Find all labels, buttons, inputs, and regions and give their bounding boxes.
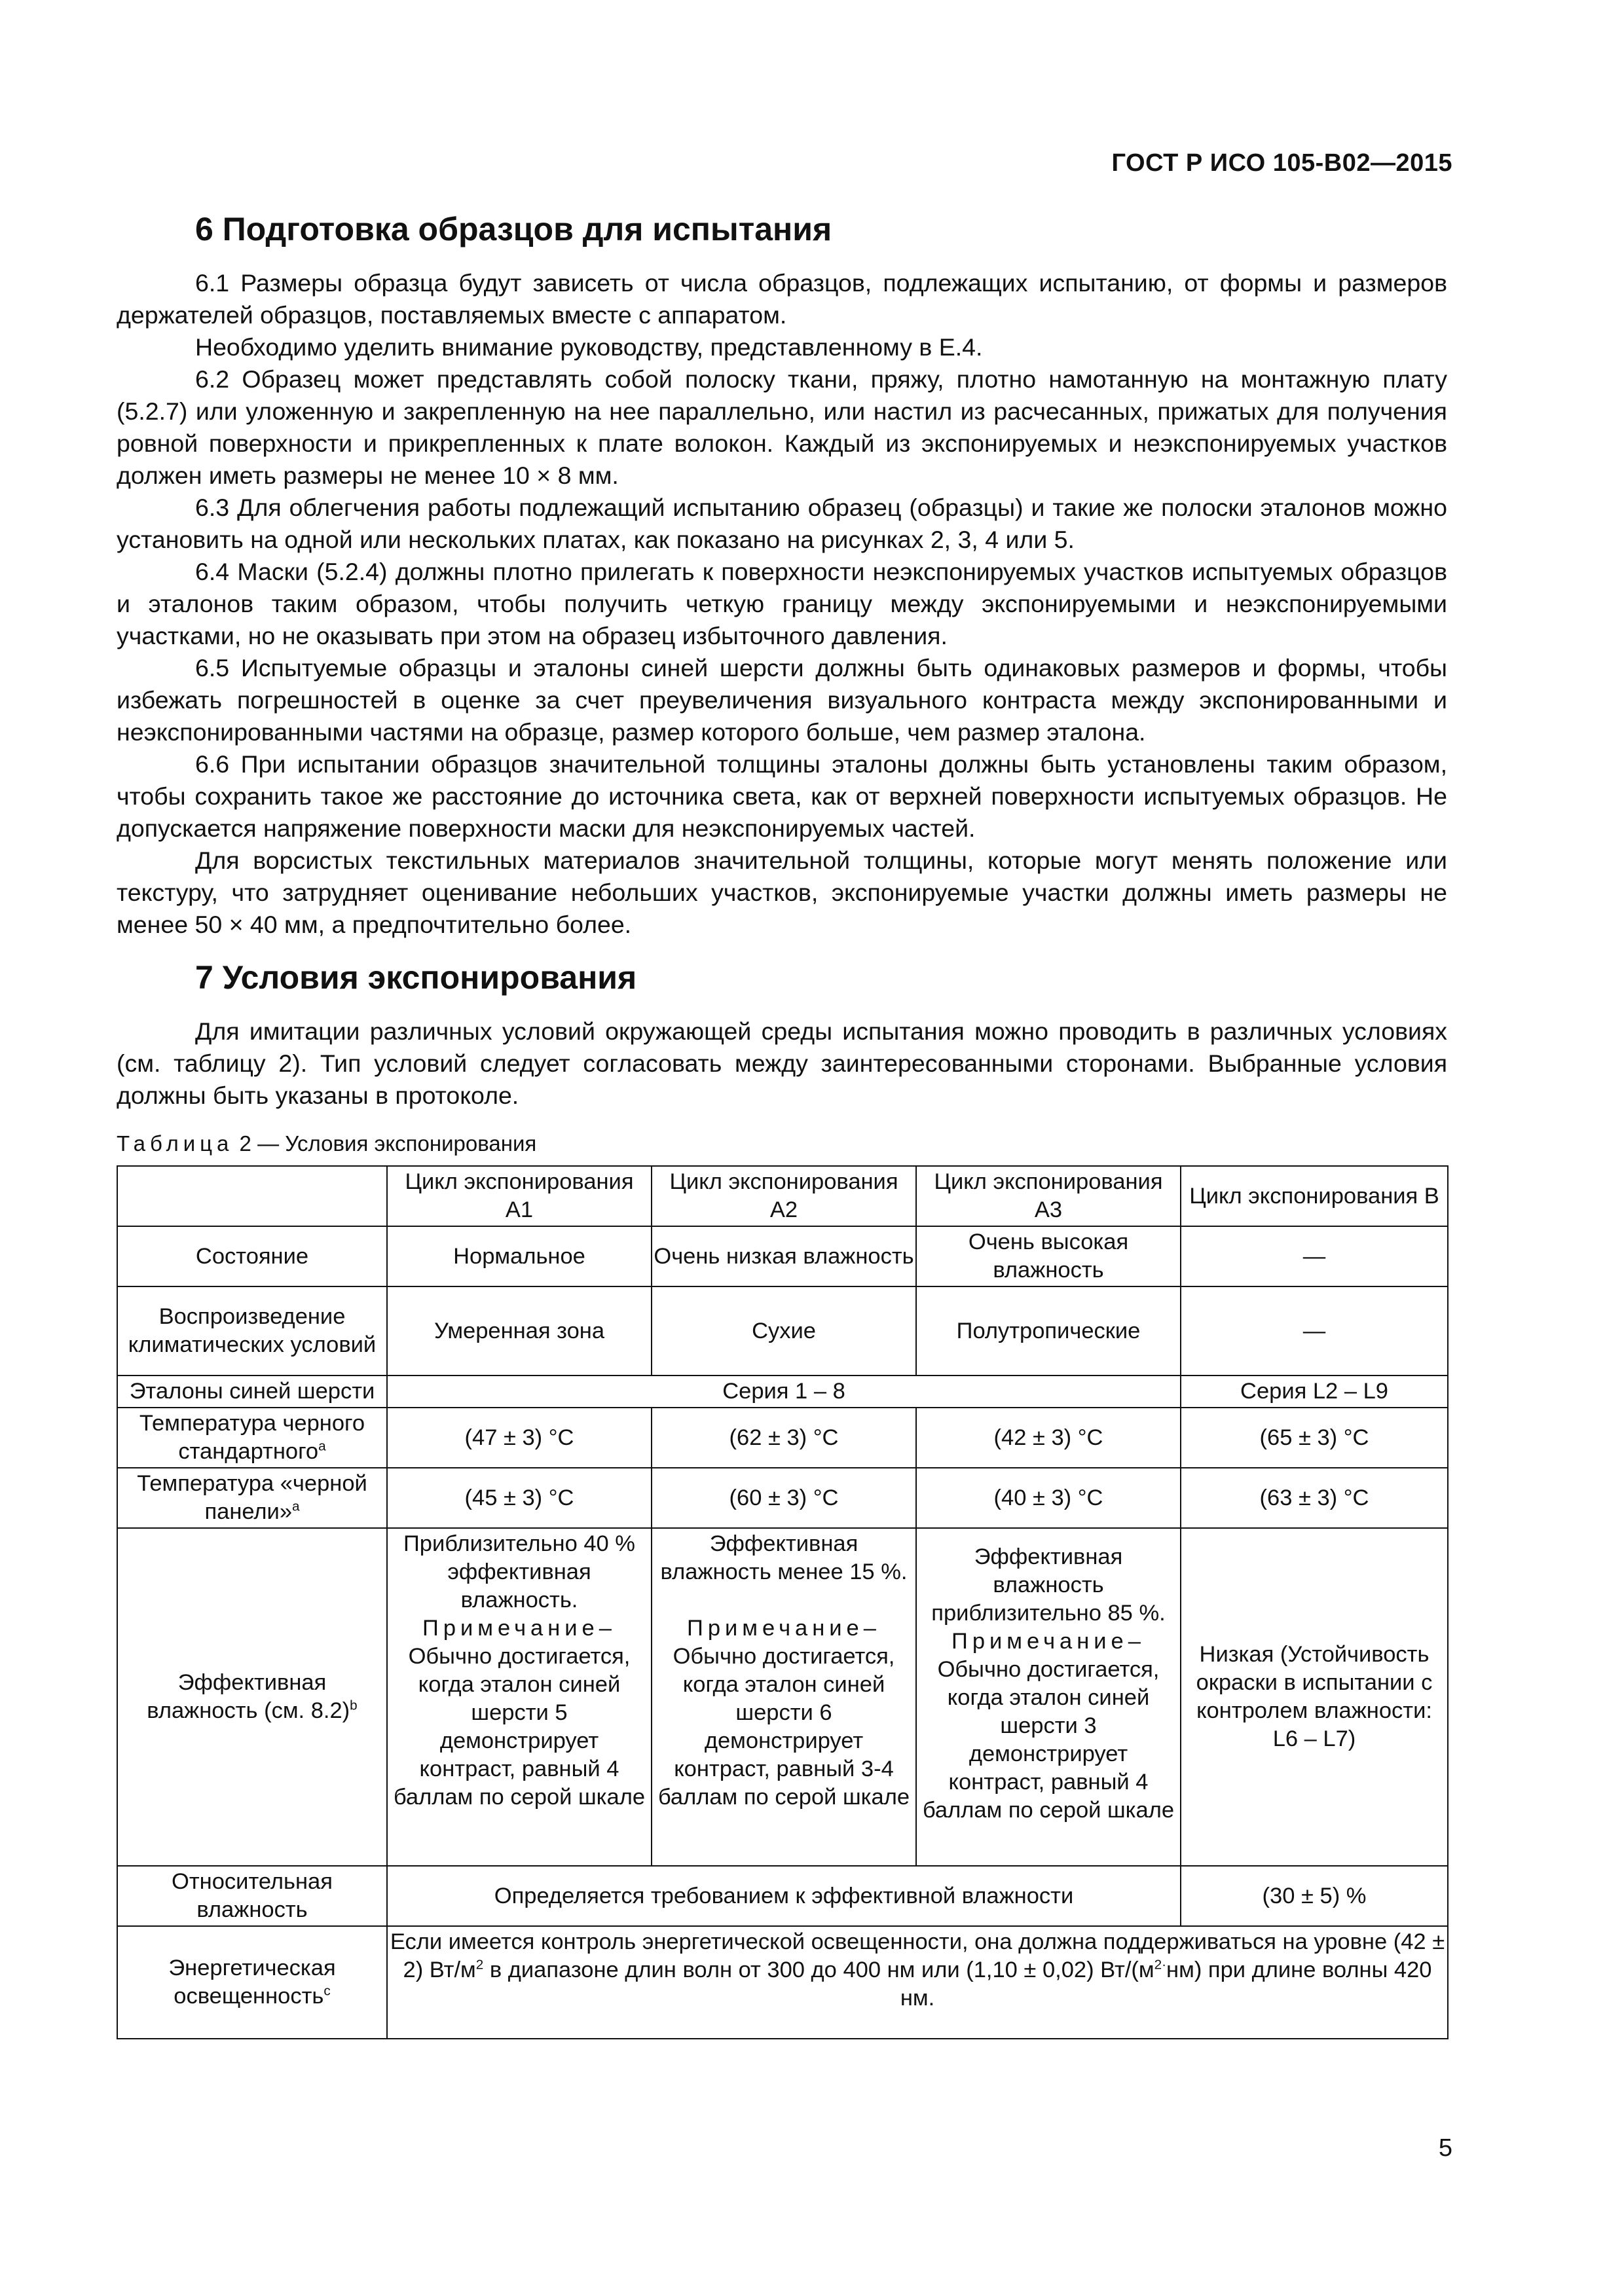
paragraph-6-4: 6.4 Маски (5.2.4) должны плотно прилегать к поверхности неэкспонируемых участков испытуемых образцов и эталонов таким образом, чтобы получить четкую границу между экспонируемыми и неэкспонируемыми участками, но не оказывать при этом на образец избыточного давления.: [117, 558, 1447, 649]
row-label-blue-wool: Эталоны синей шерсти: [117, 1376, 387, 1408]
note-text: Обычно достигается, когда эталон синей шерсти 6 демонстрирует контраст, равный 3-4 баллам по серой шкале: [657, 1644, 910, 1810]
row-label-climate: Воспроизведение климатических условий: [117, 1286, 387, 1376]
cell-main-text: Эффективная влажность приблизительно 85 %.: [931, 1544, 1166, 1626]
exposure-conditions-table: [117, 1165, 1449, 2039]
table-cell: Определяется требованием к эффективной влажности: [387, 1866, 1181, 1926]
table-cell: (40 ± 3) °С: [916, 1468, 1181, 1528]
table-header-cell: Цикл экспонирования А3: [916, 1166, 1181, 1226]
table-header-row: [117, 1166, 1448, 1226]
section-6-title: 6 Подготовка образцов для испытания: [195, 211, 832, 247]
table-row: [117, 1376, 1448, 1408]
table-cell: [916, 1528, 1181, 1866]
row-label-state: Состояние: [117, 1226, 387, 1286]
table-cell: Серия 1 – 8: [387, 1376, 1181, 1408]
page-content: [117, 210, 1447, 2039]
paragraph-6-6-pile: Для ворсистых текстильных материалов значительной толщины, которые могут менять положение или текстуру, что затрудняет оценивание небольших участков, экспонируемые участки должны иметь размеры не менее 50 × 40 мм, а предпочтительно более.: [117, 847, 1447, 938]
table-cell: (45 ± 3) °С: [387, 1468, 652, 1528]
table-cell: [387, 1528, 652, 1866]
note-label: Примечание–: [687, 1616, 881, 1641]
table-row: [117, 1226, 1448, 1286]
row-label-irradiance: Энергетическая освещенность$^c$: [117, 1926, 387, 2039]
paragraph-6-3: 6.3 Для облегчения работы подлежащий испытанию образец (образцы) и такие же полоски эталонов можно установить на одной или нескольких платах, как показано на рисунках 2, 3, 4 или 5.: [117, 494, 1447, 553]
table-cell: (30 ± 5) %: [1181, 1866, 1448, 1926]
table-cell: Умеренная зона: [387, 1286, 652, 1376]
page-number: 5: [1438, 2134, 1452, 2162]
table-cell: (62 ± 3) °С: [652, 1408, 916, 1468]
table-cell: Низкая (Устойчивость окраски в испытании с контролем влажности: L6 – L7): [1181, 1528, 1448, 1866]
paragraph-6-2: 6.2 Образец может представлять собой полоску ткани, пряжу, плотно намотанную на монтажную плату (5.2.7) или уложенную и закрепленную на нее параллельно, или настил из расчесанных, прижатых для получения ровной поверхности и прикрепленных к плате волокон. Каждый из экспонируемых и неэкспонируемых участков должен иметь размеры не менее 10 × 8 мм.: [117, 365, 1447, 489]
row-label-black-standard: Температура черного стандартного$^a$: [117, 1408, 387, 1468]
cell-main-text: Приблизительно 40 % эффективная влажность.: [403, 1531, 635, 1613]
table-cell: [652, 1528, 916, 1866]
table-cell: Сухие: [652, 1286, 916, 1376]
table-row: [117, 1926, 1448, 2039]
paragraph-6-1-note: Необходимо уделить внимание руководству, представленному в Е.4.: [195, 333, 983, 361]
note-label: Примечание–: [422, 1616, 616, 1641]
cell-main-text: Эффективная влажность менее 15 %.: [660, 1531, 908, 1584]
table-cell: Серия L2 – L9: [1181, 1376, 1448, 1408]
table-cell: (47 ± 3) °С: [387, 1408, 652, 1468]
table-row: [117, 1528, 1448, 1866]
table-row: [117, 1408, 1448, 1468]
row-label-relative-humidity: Относительная влажность: [117, 1866, 387, 1926]
table-caption: Таблица 2 — Условия экспонирования: [117, 1131, 537, 1156]
row-label-effective-humidity: Эффективная влажность (см. 8.2)$^b$: [117, 1528, 387, 1866]
table-cell: Если имеется контроль энергетической освещенности, она должна поддерживаться на уровне (42 ± 2) $Вт/м^2$ в диапазоне длин волн от 300 до 400 нм или (1,10 ± 0,02) $Вт/(м^{2\cdot}нм)$ при длине волны 420 нм.: [387, 1926, 1448, 2039]
paragraph-6-1: 6.1 Размеры образца будут зависеть от числа образцов, подлежащих испытанию, от формы и размеров держателей образцов, поставляемых вместе с аппаратом.: [117, 269, 1447, 329]
document-code: ГОСТ Р ИСО 105-В02—2015: [1111, 149, 1452, 177]
table-cell: (65 ± 3) °С: [1181, 1408, 1448, 1468]
table-row: [117, 1286, 1448, 1376]
table-row: [117, 1468, 1448, 1528]
section-7-title: 7 Условия экспонирования: [195, 959, 637, 996]
note-text: Обычно достигается, когда эталон синей шерсти 3 демонстрирует контраст, равный 4 баллам по серой шкале: [922, 1657, 1175, 1823]
table-cell: Очень высокая влажность: [916, 1226, 1181, 1286]
note-text: Обычно достигается, когда эталон синей шерсти 5 демонстрирует контраст, равный 4 баллам по серой шкале: [393, 1644, 646, 1810]
table-cell: (60 ± 3) °С: [652, 1468, 916, 1528]
table-header-cell: Цикл экспонирования А2: [652, 1166, 916, 1226]
table-header-cell: Цикл экспонирования А1: [387, 1166, 652, 1226]
table-cell: (42 ± 3) °С: [916, 1408, 1181, 1468]
table-header-cell: Цикл экспонирования В: [1181, 1166, 1448, 1226]
row-label-black-panel: Температура «черной панели»$^a$: [117, 1468, 387, 1528]
table-header-cell: [117, 1166, 387, 1226]
table-row: [117, 1866, 1448, 1926]
table-cell: Полутропические: [916, 1286, 1181, 1376]
table-cell: Нормальное: [387, 1226, 652, 1286]
table-cell: —: [1181, 1226, 1448, 1286]
note-label: Примечание–: [951, 1629, 1145, 1654]
paragraph-6-5: 6.5 Испытуемые образцы и эталоны синей шерсти должны быть одинаковых размеров и формы, чтобы избежать погрешностей в оценке за счет преувеличения визуального контраста между экспонированными и неэкспонированными частями на образце, размер которого больше, чем размер эталона.: [117, 654, 1447, 746]
paragraph-7: Для имитации различных условий окружающей среды испытания можно проводить в различных условиях (см. таблицу 2). Тип условий следует согласовать между заинтересованными сторонами. Выбранные условия должны быть указаны в протоколе.: [117, 1017, 1447, 1109]
table-cell: —: [1181, 1286, 1448, 1376]
table-cell: (63 ± 3) °С: [1181, 1468, 1448, 1528]
paragraph-6-6: 6.6 При испытании образцов значительной толщины эталоны должны быть установлены таким образом, чтобы сохранить такое же расстояние до источника света, как от верхней поверхности испытуемых образцов. Не допускается напряжение поверхности маски для неэкспонируемых частей.: [117, 750, 1447, 842]
table-cell: Очень низкая влажность: [652, 1226, 916, 1286]
